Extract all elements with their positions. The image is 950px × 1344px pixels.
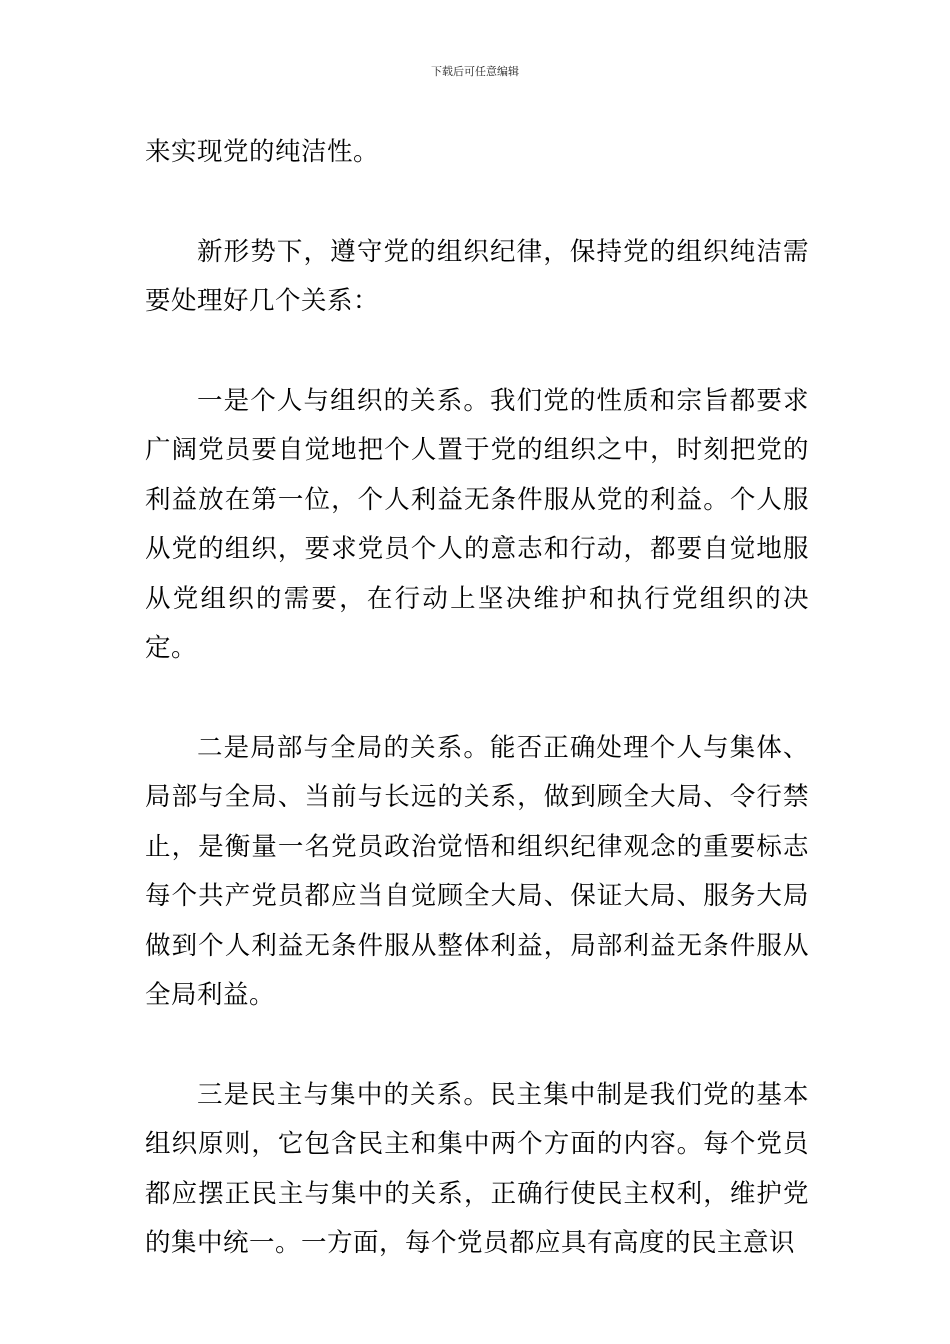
- document-body: [145, 128, 809, 1269]
- paragraph-democracy-centralism: 三是民主与集中的关系。民主集中制是我们党的基本组织原则，它包含民主和集中两个方面的内容。每个党员都应摆正民主与集中的关系，正确行使民主权利，维护党的集中统一。一方面，每个党员都应具有高度的民主意识: [145, 1079, 809, 1258]
- paragraph-gap: [145, 1021, 809, 1071]
- paragraph-intro: 新形势下，遵守党的组织纪律，保持党的组织纯洁需要处理好几个关系：: [145, 236, 809, 316]
- paragraph-gap: [145, 327, 809, 377]
- paragraph-continuation: 来实现党的纯洁性。: [145, 137, 380, 167]
- page-header: 下载后可任意编辑: [431, 65, 519, 78]
- paragraph-gap: [145, 178, 809, 228]
- paragraph-gap: [145, 674, 809, 724]
- paragraph-individual-organization: 一是个人与组织的关系。我们党的性质和宗旨都要求广阔党员要自觉地把个人置于党的组织之中，时刻把党的利益放在第一位，个人利益无条件服从党的利益。个人服从党的组织，要求党员个人的意志和行动，都要自觉地服从党组织的需要，在行动上坚决维护和执行党组织的决定。: [145, 385, 809, 663]
- paragraph-part-whole: 二是局部与全局的关系。能否正确处理个人与集体、局部与全局、当前与长远的关系，做到顾全大局、令行禁止，是衡量一名党员政治觉悟和组织纪律观念的重要标志每个共产党员都应当自觉顾全大局、保证大局、服务大局做到个人利益无条件服从整体利益，局部利益无条件服从全局利益。: [145, 732, 809, 1010]
